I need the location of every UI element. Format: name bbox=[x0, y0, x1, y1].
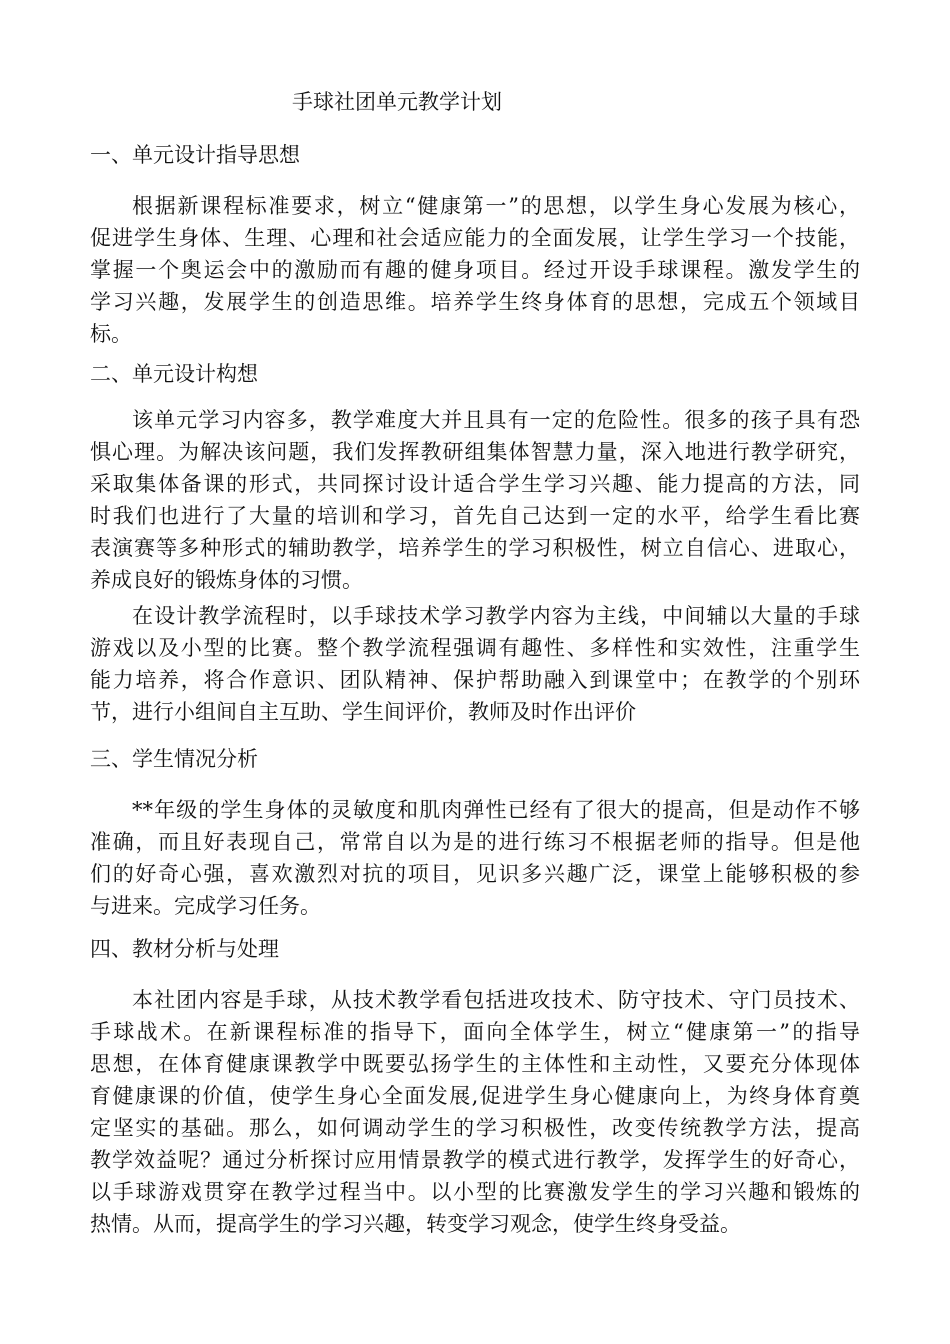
section-heading-design-concept: 二、单元设计构想 bbox=[90, 362, 258, 386]
paragraph-line: 能力培养，将合作意识、团队精神、保护帮助融入到课堂中；在教学的个别环 bbox=[90, 668, 860, 692]
paragraph-line: 与进来。完成学习任务。 bbox=[90, 894, 321, 918]
paragraph-line: 标。 bbox=[90, 322, 132, 346]
paragraph-line: 育健康课的价值，使学生身心全面发展,促进学生身心健康向上，为终身体育奠 bbox=[90, 1084, 860, 1108]
paragraph-line: 学习兴趣，发展学生的创造思维。培养学生终身体育的思想，完成五个领域目 bbox=[90, 290, 860, 314]
paragraph-line: 表演赛等多种形式的辅助教学，培养学生的学习积极性，树立自信心、进取心， bbox=[90, 536, 860, 560]
paragraph-line: 节，进行小组间自主互助、学生间评价，教师及时作出评价 bbox=[90, 700, 636, 724]
paragraph bbox=[90, 984, 860, 1240]
paragraph bbox=[90, 794, 860, 922]
paragraph-line: 定坚实的基础。那么，如何调动学生的学习积极性，改变传统教学方法，提高 bbox=[90, 1116, 860, 1140]
paragraph-line: 们的好奇心强，喜欢激烈对抗的项目，见识多兴趣广泛，课堂上能够积极的参 bbox=[90, 862, 860, 886]
paragraph-line: 游戏以及小型的比赛。整个教学流程强调有趣性、多样性和实效性，注重学生 bbox=[90, 636, 860, 660]
paragraph-line: 准确，而且好表现自己，常常自以为是的进行练习不根据老师的指导。但是他 bbox=[90, 830, 860, 854]
paragraph-line: 掌握一个奥运会中的激励而有趣的健身项目。经过开设手球课程。激发学生的 bbox=[90, 258, 860, 282]
section-heading-guiding-ideology: 一、单元设计指导思想 bbox=[90, 143, 300, 167]
paragraph-line: 根据新课程标准要求，树立“健康第一”的思想，以学生身心发展为核心， bbox=[132, 194, 860, 218]
paragraph-line: 采取集体备课的形式，共同探讨设计适合学生学习兴趣、能力提高的方法，同 bbox=[90, 472, 860, 496]
paragraph-line: 促进学生身体、生理、心理和社会适应能力的全面发展，让学生学习一个技能， bbox=[90, 226, 860, 250]
paragraph-line: 时我们也进行了大量的培训和学习，首先自己达到一定的水平，给学生看比赛 bbox=[90, 504, 860, 528]
paragraph-line: **年级的学生身体的灵敏度和肌肉弹性已经有了很大的提高，但是动作不够 bbox=[132, 798, 860, 822]
paragraph-line: 思想，在体育健康课教学中既要弘扬学生的主体性和主动性，又要充分体现体 bbox=[90, 1052, 860, 1076]
paragraph-line: 教学效益呢？通过分析探讨应用情景教学的模式进行教学，发挥学生的好奇心， bbox=[90, 1148, 860, 1172]
paragraph-line: 本社团内容是手球，从技术教学看包括进攻技术、防守技术、守门员技术、 bbox=[132, 988, 860, 1012]
paragraph-line: 惧心理。为解决该问题，我们发挥教研组集体智慧力量，深入地进行教学研究， bbox=[90, 440, 860, 464]
paragraph bbox=[90, 404, 860, 596]
paragraph-line: 在设计教学流程时，以手球技术学习教学内容为主线，中间辅以大量的手球 bbox=[132, 604, 860, 628]
section-heading-material-analysis: 四、教材分析与处理 bbox=[90, 937, 279, 961]
paragraph bbox=[90, 190, 860, 350]
paragraph bbox=[90, 600, 860, 728]
paragraph-line: 手球战术。在新课程标准的指导下，面向全体学生，树立“健康第一”的指导 bbox=[90, 1020, 860, 1044]
paragraph-line: 以手球游戏贯穿在教学过程当中。以小型的比赛激发学生的学习兴趣和锻炼的 bbox=[90, 1180, 860, 1204]
document-title: 手球社团单元教学计划 bbox=[292, 90, 502, 114]
paragraph-line: 养成良好的锻炼身体的习惯。 bbox=[90, 568, 363, 592]
section-heading-student-analysis: 三、学生情况分析 bbox=[90, 747, 258, 771]
paragraph-line: 该单元学习内容多，教学难度大并且具有一定的危险性。很多的孩子具有恐 bbox=[132, 408, 860, 432]
paragraph-line: 热情。从而，提高学生的学习兴趣，转变学习观念，使学生终身受益。 bbox=[90, 1212, 741, 1236]
